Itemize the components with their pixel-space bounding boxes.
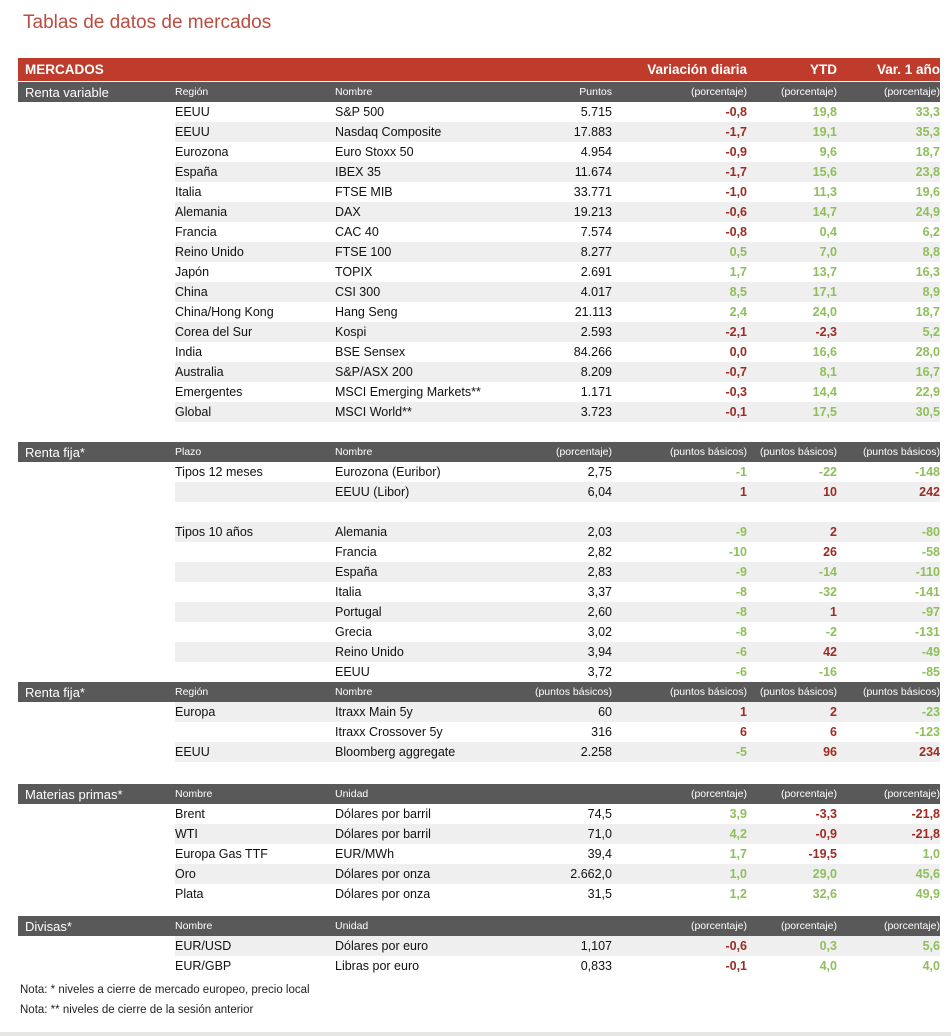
- change-cell: 18,7: [915, 305, 940, 319]
- value-cell: 8.277: [580, 245, 612, 259]
- column-header: Región: [175, 686, 209, 698]
- change-cell: 29,0: [812, 867, 837, 881]
- change-cell: 2: [830, 705, 837, 719]
- category-cell: EEUU: [175, 105, 210, 119]
- table-row: [18, 542, 940, 562]
- change-cell: -0,9: [815, 827, 837, 841]
- table-row: [18, 844, 940, 864]
- footnote: Nota: * niveles a cierre de mercado europeo, precio local: [20, 984, 310, 996]
- column-header: (puntos básicos): [759, 446, 837, 458]
- table-row: [18, 202, 940, 222]
- markets-table: [18, 58, 940, 976]
- value-cell: 11.674: [574, 165, 612, 179]
- change-cell: -6: [735, 645, 747, 659]
- table-row: [18, 702, 940, 722]
- value-cell: 4.954: [580, 145, 612, 159]
- change-cell: 11,3: [813, 185, 837, 199]
- change-cell: 35,3: [915, 125, 940, 139]
- value-cell: 2,82: [587, 545, 612, 559]
- change-cell: -9: [735, 525, 747, 539]
- section-title: Materias primas*: [25, 786, 123, 802]
- change-cell: 19,8: [812, 105, 837, 119]
- section-title: Renta variable: [25, 84, 109, 100]
- name-cell: S&P 500: [335, 105, 385, 119]
- change-cell: -148: [914, 465, 940, 479]
- table-row: [18, 824, 940, 844]
- column-header: (puntos básicos): [862, 446, 940, 458]
- change-cell: 96: [823, 745, 837, 759]
- change-cell: -1,7: [725, 165, 747, 179]
- name-cell: Itraxx Main 5y: [335, 705, 413, 719]
- change-cell: 5,6: [922, 939, 940, 953]
- change-cell: 0,4: [819, 225, 837, 239]
- change-cell: 242: [919, 485, 940, 499]
- change-cell: -110: [915, 565, 940, 579]
- footnotes: [20, 980, 951, 1020]
- column-header: Unidad: [335, 788, 369, 800]
- change-cell: -1,0: [725, 185, 747, 199]
- change-cell: 32,6: [812, 887, 837, 901]
- change-cell: 1,0: [729, 867, 747, 881]
- name-cell: Dólares por onza: [335, 867, 431, 881]
- name-cell: España: [335, 565, 378, 579]
- section-header-row: [18, 682, 940, 702]
- category-cell: Australia: [175, 365, 224, 379]
- column-header: (porcentaje): [690, 788, 747, 800]
- change-cell: -22: [818, 465, 837, 479]
- category-cell: Plata: [175, 887, 204, 901]
- value-cell: 4.017: [580, 285, 612, 299]
- table-row: [18, 382, 940, 402]
- change-cell: -14: [818, 565, 837, 579]
- value-cell: 2.662,0: [570, 867, 612, 881]
- change-cell: 4,0: [819, 959, 837, 973]
- category-cell: Tipos 12 meses: [175, 465, 263, 479]
- value-cell: 84.266: [573, 345, 612, 359]
- name-cell: CAC 40: [335, 225, 379, 239]
- change-cell: -49: [921, 645, 940, 659]
- category-cell: Francia: [175, 225, 217, 239]
- name-cell: IBEX 35: [335, 165, 381, 179]
- value-cell: 2.258: [580, 745, 612, 759]
- value-cell: 3,94: [587, 645, 612, 659]
- value-cell: 1,107: [580, 939, 612, 953]
- category-cell: India: [175, 345, 203, 359]
- change-cell: 17,5: [812, 405, 837, 419]
- value-cell: 39,4: [587, 847, 612, 861]
- change-cell: 45,6: [915, 867, 940, 881]
- name-cell: Francia: [335, 545, 377, 559]
- value-cell: 17.883: [573, 125, 612, 139]
- table-sections: [18, 82, 940, 976]
- markets-header-ytd: YTD: [810, 62, 837, 77]
- change-cell: 18,7: [915, 145, 940, 159]
- change-cell: 14,4: [812, 385, 837, 399]
- name-cell: EEUU (Libor): [335, 485, 410, 499]
- column-header: Región: [175, 86, 209, 98]
- change-cell: -3,3: [815, 807, 837, 821]
- table-row: [18, 322, 940, 342]
- change-cell: -23: [921, 705, 940, 719]
- value-cell: 5.715: [580, 105, 612, 119]
- name-cell: Eurozona (Euribor): [335, 465, 441, 479]
- change-cell: 2: [830, 525, 837, 539]
- column-header: (porcentaje): [780, 788, 837, 800]
- column-header: Nombre: [335, 446, 373, 458]
- value-cell: 74,5: [587, 807, 612, 821]
- table-row: [18, 482, 940, 502]
- table-row: [18, 742, 940, 762]
- change-cell: 0,3: [819, 939, 837, 953]
- change-cell: -21,8: [911, 807, 940, 821]
- table-row: [18, 162, 940, 182]
- value-cell: 3,02: [587, 625, 612, 639]
- change-cell: 7,0: [819, 245, 837, 259]
- change-cell: -0,6: [725, 205, 747, 219]
- change-cell: -0,8: [725, 105, 747, 119]
- category-cell: China: [175, 285, 208, 299]
- change-cell: -0,1: [725, 405, 747, 419]
- category-cell: Oro: [175, 867, 196, 881]
- change-cell: -0,3: [725, 385, 747, 399]
- value-cell: 2,83: [587, 565, 612, 579]
- change-cell: 16,6: [812, 345, 837, 359]
- column-header: (porcentaje): [690, 920, 747, 932]
- column-header: (porcentaje): [690, 86, 747, 98]
- change-cell: 0,5: [729, 245, 747, 259]
- table-row: [18, 182, 940, 202]
- table-row: [18, 884, 940, 904]
- name-cell: Euro Stoxx 50: [335, 145, 414, 159]
- value-cell: 2.593: [580, 325, 612, 339]
- change-cell: 8,9: [922, 285, 940, 299]
- change-cell: 33,3: [915, 105, 940, 119]
- category-cell: Reino Unido: [175, 245, 244, 259]
- section-header-row: [18, 916, 940, 936]
- table-row: [18, 722, 940, 742]
- name-cell: MSCI World**: [335, 405, 412, 419]
- change-cell: 3,9: [729, 807, 747, 821]
- value-cell: 0,833: [580, 959, 612, 973]
- section-header-row: [18, 82, 940, 102]
- table-row: [18, 582, 940, 602]
- name-cell: S&P/ASX 200: [335, 365, 413, 379]
- name-cell: EUR/MWh: [335, 847, 395, 861]
- name-cell: Reino Unido: [335, 645, 404, 659]
- column-header: (puntos básicos): [862, 686, 940, 698]
- name-cell: MSCI Emerging Markets**: [335, 385, 481, 399]
- change-cell: 1: [740, 485, 747, 499]
- column-header: (porcentaje): [780, 86, 837, 98]
- change-cell: 1,7: [729, 847, 747, 861]
- name-cell: Portugal: [335, 605, 382, 619]
- category-cell: China/Hong Kong: [175, 305, 274, 319]
- change-cell: 1,7: [729, 265, 747, 279]
- name-cell: Itraxx Crossover 5y: [335, 725, 443, 739]
- change-cell: 9,6: [819, 145, 837, 159]
- change-cell: -0,8: [725, 225, 747, 239]
- change-cell: -58: [921, 545, 940, 559]
- change-cell: -0,6: [725, 939, 747, 953]
- table-row: [18, 242, 940, 262]
- change-cell: 49,9: [915, 887, 940, 901]
- markets-header-1y: Var. 1 año: [876, 62, 940, 77]
- category-cell: WTI: [175, 827, 198, 841]
- change-cell: 8,8: [922, 245, 940, 259]
- name-cell: EEUU: [335, 665, 370, 679]
- table-row: [18, 402, 940, 422]
- change-cell: 4,2: [729, 827, 747, 841]
- value-cell: 3,37: [587, 585, 612, 599]
- change-cell: 1,0: [922, 847, 940, 861]
- value-cell: 31,5: [587, 887, 612, 901]
- value-cell: 2,60: [587, 605, 612, 619]
- name-cell: BSE Sensex: [335, 345, 406, 359]
- change-cell: -2: [825, 625, 837, 639]
- change-cell: 2,4: [729, 305, 747, 319]
- section-gap: [18, 762, 940, 784]
- category-cell: Europa: [175, 705, 216, 719]
- change-cell: 8,5: [729, 285, 747, 299]
- change-cell: 6,2: [922, 225, 940, 239]
- change-cell: 42: [823, 645, 837, 659]
- name-cell: Grecia: [335, 625, 372, 639]
- change-cell: -8: [735, 585, 747, 599]
- bottom-edge-strip: [0, 1032, 951, 1036]
- change-cell: 16,7: [915, 365, 940, 379]
- column-header: Unidad: [335, 920, 369, 932]
- column-header: (porcentaje): [780, 920, 837, 932]
- markets-header-daily: Variación diaria: [647, 62, 747, 77]
- change-cell: -6: [735, 665, 747, 679]
- change-cell: 23,8: [915, 165, 940, 179]
- name-cell: Nasdaq Composite: [335, 125, 442, 139]
- change-cell: -16: [818, 665, 837, 679]
- table-row: [18, 642, 940, 662]
- change-cell: 15,6: [812, 165, 837, 179]
- change-cell: 0,0: [729, 345, 747, 359]
- name-cell: FTSE MIB: [335, 185, 393, 199]
- change-cell: -0,9: [725, 145, 747, 159]
- change-cell: 1: [830, 605, 837, 619]
- change-cell: 26: [823, 545, 837, 559]
- category-cell: Italia: [175, 185, 202, 199]
- value-cell: 71,0: [587, 827, 612, 841]
- change-cell: 234: [919, 745, 940, 759]
- category-cell: EUR/GBP: [175, 959, 232, 973]
- section-title: Divisas*: [25, 918, 72, 934]
- category-cell: Corea del Sur: [175, 325, 253, 339]
- name-cell: TOPIX: [335, 265, 373, 279]
- change-cell: 19,6: [915, 185, 940, 199]
- name-cell: FTSE 100: [335, 245, 392, 259]
- value-cell: 60: [598, 705, 612, 719]
- change-cell: -85: [921, 665, 940, 679]
- category-cell: Global: [175, 405, 212, 419]
- section-title: Renta fija*: [25, 444, 85, 460]
- table-row: [18, 142, 940, 162]
- category-cell: EUR/USD: [175, 939, 232, 953]
- table-row: [18, 262, 940, 282]
- value-cell: 3.723: [580, 405, 612, 419]
- table-row: [18, 622, 940, 642]
- name-cell: Dólares por barril: [335, 827, 431, 841]
- value-cell: 33.771: [573, 185, 612, 199]
- column-header: (puntos básicos): [759, 686, 837, 698]
- name-cell: DAX: [335, 205, 361, 219]
- change-cell: -8: [735, 625, 747, 639]
- change-cell: -123: [914, 725, 940, 739]
- value-cell: 2.691: [580, 265, 612, 279]
- change-cell: 1: [740, 705, 747, 719]
- table-row: [18, 342, 940, 362]
- category-cell: Emergentes: [175, 385, 243, 399]
- table-row: [18, 562, 940, 582]
- change-cell: -5: [735, 745, 747, 759]
- change-cell: -2,1: [725, 325, 747, 339]
- change-cell: -1: [735, 465, 747, 479]
- column-header: Nombre: [335, 86, 373, 98]
- name-cell: Bloomberg aggregate: [335, 745, 456, 759]
- section-gap: [18, 422, 940, 442]
- value-cell: 2,03: [587, 525, 612, 539]
- change-cell: -0,7: [725, 365, 747, 379]
- column-header: (puntos básicos): [669, 686, 747, 698]
- table-row: [18, 662, 940, 682]
- value-cell: 21.113: [574, 305, 612, 319]
- change-cell: -131: [914, 625, 940, 639]
- change-cell: 1,2: [729, 887, 747, 901]
- column-header: (porcentaje): [883, 920, 940, 932]
- category-cell: Eurozona: [175, 145, 229, 159]
- column-header: (puntos básicos): [669, 446, 747, 458]
- change-cell: 28,0: [915, 345, 940, 359]
- table-row: [18, 362, 940, 382]
- value-cell: 1.171: [580, 385, 612, 399]
- change-cell: 19,1: [812, 125, 837, 139]
- name-cell: Italia: [335, 585, 362, 599]
- column-header: Puntos: [579, 86, 612, 98]
- category-cell: EEUU: [175, 125, 210, 139]
- change-cell: -32: [818, 585, 837, 599]
- value-cell: 3,72: [587, 665, 612, 679]
- change-cell: 14,7: [812, 205, 837, 219]
- table-row: [18, 864, 940, 884]
- table-row: [18, 502, 940, 522]
- value-cell: 8.209: [580, 365, 612, 379]
- change-cell: 17,1: [812, 285, 837, 299]
- markets-header-bar: [18, 58, 940, 81]
- table-row: [18, 122, 940, 142]
- category-cell: Europa Gas TTF: [175, 847, 268, 861]
- change-cell: -21,8: [911, 827, 940, 841]
- markets-header-title: MERCADOS: [25, 62, 104, 77]
- column-header: Nombre: [175, 920, 213, 932]
- name-cell: Dólares por onza: [335, 887, 431, 901]
- table-row: [18, 302, 940, 322]
- change-cell: 5,2: [922, 325, 940, 339]
- column-header: Nombre: [335, 686, 373, 698]
- table-row: [18, 936, 940, 956]
- column-header: Nombre: [175, 788, 213, 800]
- name-cell: CSI 300: [335, 285, 381, 299]
- category-cell: Alemania: [175, 205, 228, 219]
- change-cell: -0,1: [725, 959, 747, 973]
- value-cell: 2,75: [587, 465, 612, 479]
- change-cell: 4,0: [922, 959, 940, 973]
- column-header: (porcentaje): [555, 446, 612, 458]
- column-header: Plazo: [175, 446, 202, 458]
- column-header: (porcentaje): [883, 86, 940, 98]
- category-cell: Tipos 10 años: [175, 525, 254, 539]
- change-cell: -19,5: [808, 847, 837, 861]
- value-cell: 316: [591, 725, 612, 739]
- name-cell: Kospi: [335, 325, 367, 339]
- change-cell: -80: [921, 525, 940, 539]
- table-row: [18, 462, 940, 482]
- table-row: [18, 522, 940, 542]
- section-header-row: [18, 442, 940, 462]
- table-row: [18, 282, 940, 302]
- change-cell: 8,1: [819, 365, 837, 379]
- change-cell: -2,3: [815, 325, 837, 339]
- category-cell: España: [175, 165, 218, 179]
- table-row: [18, 102, 940, 122]
- category-cell: EEUU: [175, 745, 210, 759]
- change-cell: -8: [735, 605, 747, 619]
- value-cell: 6,04: [587, 485, 612, 499]
- column-header: (puntos básicos): [534, 686, 612, 698]
- change-cell: 24,0: [812, 305, 837, 319]
- section-header-row: [18, 784, 940, 804]
- table-row: [18, 222, 940, 242]
- change-cell: -9: [735, 565, 747, 579]
- name-cell: Hang Seng: [335, 305, 398, 319]
- page-title: Tablas de datos de mercados: [23, 12, 272, 33]
- footnote: Nota: ** niveles de cierre de la sesión anterior: [20, 1004, 254, 1016]
- change-cell: -97: [921, 605, 940, 619]
- value-cell: 19.213: [573, 205, 612, 219]
- change-cell: 13,7: [812, 265, 837, 279]
- table-row: [18, 602, 940, 622]
- section-title: Renta fija*: [25, 684, 85, 700]
- table-row: [18, 956, 940, 976]
- change-cell: 30,5: [915, 405, 940, 419]
- category-cell: Japón: [175, 265, 210, 279]
- change-cell: -10: [728, 545, 747, 559]
- change-cell: 6: [830, 725, 837, 739]
- name-cell: Libras por euro: [335, 959, 420, 973]
- value-cell: 7.574: [580, 225, 612, 239]
- change-cell: 24,9: [915, 205, 940, 219]
- table-row: [18, 804, 940, 824]
- change-cell: 22,9: [915, 385, 940, 399]
- section-gap: [18, 904, 940, 916]
- change-cell: 6: [740, 725, 747, 739]
- change-cell: 16,3: [915, 265, 940, 279]
- category-cell: Brent: [175, 807, 205, 821]
- change-cell: -1,7: [725, 125, 747, 139]
- column-header: (porcentaje): [883, 788, 940, 800]
- change-cell: 10: [823, 485, 837, 499]
- change-cell: -141: [914, 585, 940, 599]
- name-cell: Dólares por barril: [335, 807, 431, 821]
- name-cell: Dólares por euro: [335, 939, 429, 953]
- name-cell: Alemania: [335, 525, 388, 539]
